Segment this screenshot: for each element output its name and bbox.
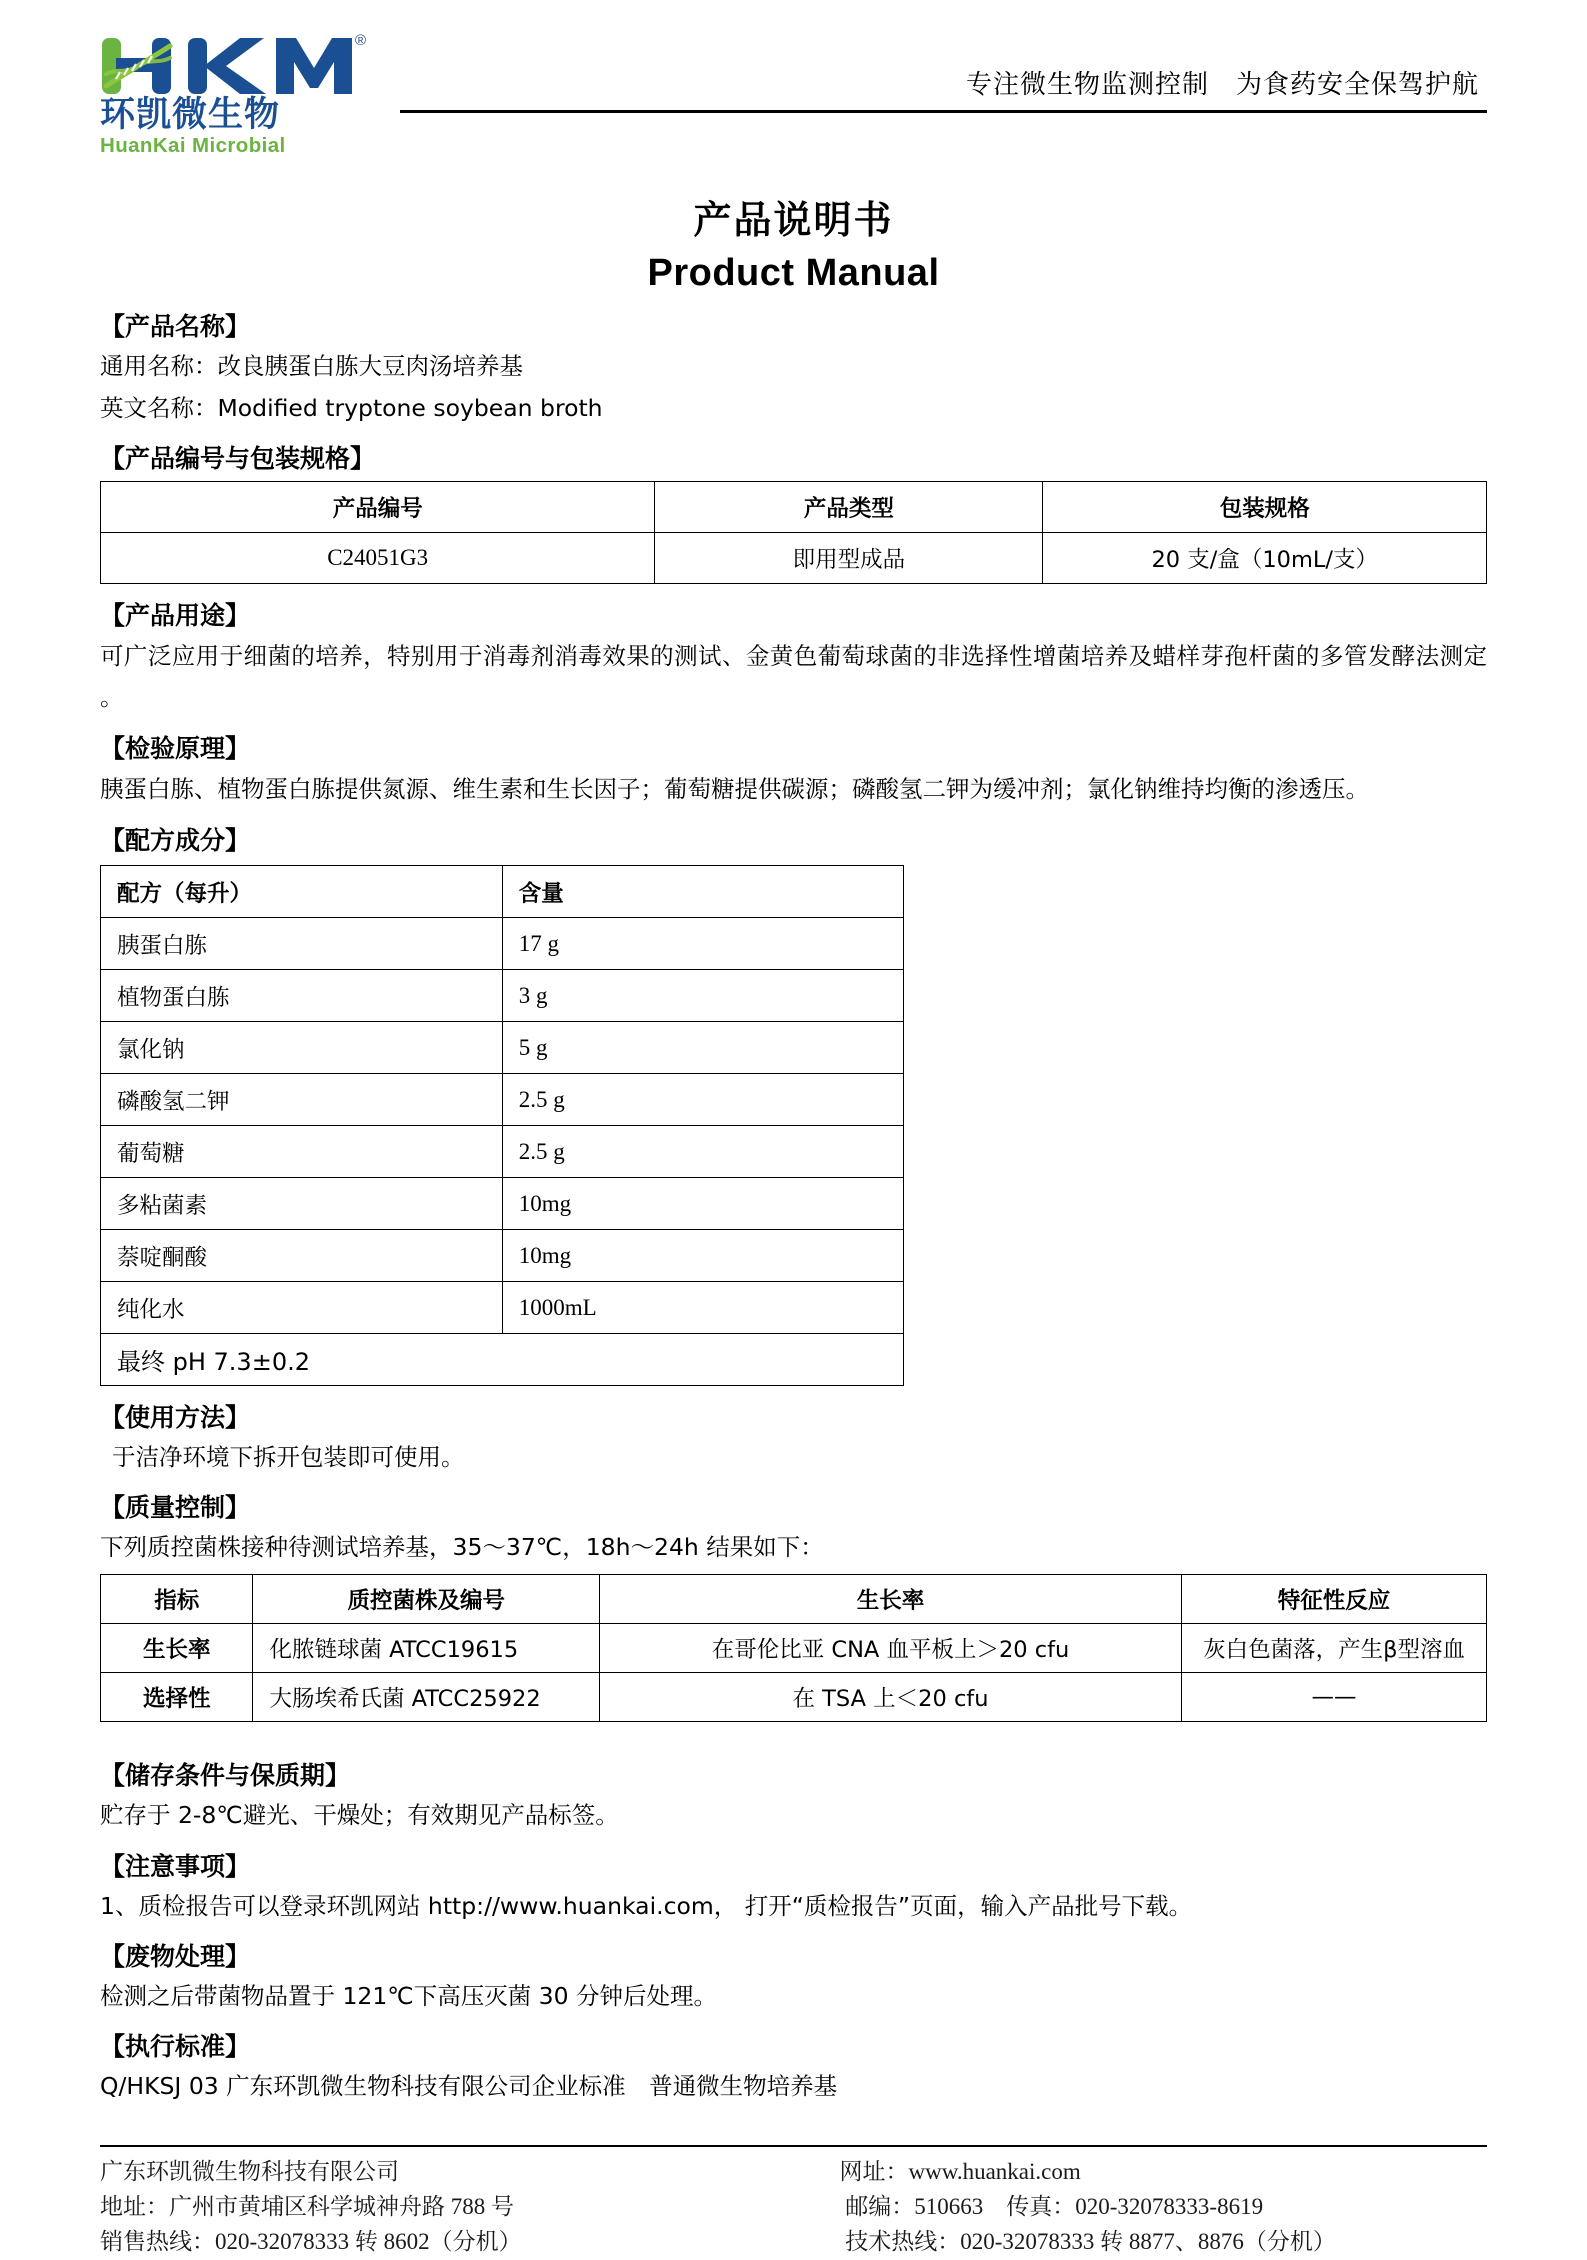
col-header-index: 指标 <box>101 1575 253 1624</box>
purpose-text: 可广泛应用于细菌的培养，特别用于消毒剂消毒效果的测试、金黄色葡萄球菌的非选择性增菌培养及蜡样芽孢杆菌的多管发酵法测定 。 <box>100 642 1487 711</box>
table-row <box>101 1673 1487 1722</box>
section-heading-spec: 【产品编号与包装规格】 <box>100 444 376 474</box>
method-text: 于洁净环境下拆开包装即可使用。 <box>112 1443 465 1472</box>
product-spec-table <box>100 481 1487 584</box>
cell-product-type: 即用型成品 <box>655 533 1043 584</box>
cell-index: 生长率 <box>101 1624 253 1673</box>
cell-final-ph: 最终 pH 7.3±0.2 <box>101 1334 904 1386</box>
table-row <box>101 1624 1487 1673</box>
col-header-product-type: 产品类型 <box>655 482 1043 533</box>
cell-ingredient-amount: 5 g <box>502 1022 904 1074</box>
cell-ingredient-name: 纯化水 <box>101 1282 503 1334</box>
cell-growth-rate: 在 TSA 上＜20 cfu <box>599 1673 1181 1722</box>
generic-name-value: 改良胰蛋白胨大豆肉汤培养基 <box>217 352 523 380</box>
table-row <box>101 918 904 970</box>
table-row <box>101 1282 904 1334</box>
cell-ingredient-amount: 10mg <box>502 1178 904 1230</box>
cell-growth-rate: 在哥伦比亚 CNA 血平板上＞20 cfu <box>599 1624 1181 1673</box>
section-heading-standard: 【执行标准】 <box>100 2031 251 2061</box>
footer-tech-hotline: 技术热线：020-32078333 转 8877、8876（分机） <box>839 2228 1336 2254</box>
cell-ingredient-name: 磷酸氢二钾 <box>101 1074 503 1126</box>
english-name-label: 英文名称： <box>100 394 218 423</box>
cell-index: 选择性 <box>101 1673 253 1722</box>
english-name-row <box>100 389 1487 427</box>
header-tagline: 专注微生物监测控制 为食药安全保驾护航 <box>965 70 1479 100</box>
table-header-row <box>101 482 1487 533</box>
section-heading-method: 【使用方法】 <box>100 1403 251 1433</box>
cell-ingredient-name: 胰蛋白胨 <box>101 918 503 970</box>
registered-trademark-icon: ® <box>354 32 366 49</box>
cell-ingredient-name: 萘啶酮酸 <box>101 1230 503 1282</box>
formula-table <box>100 865 904 1386</box>
col-header-formula-name: 配方（每升） <box>101 866 503 918</box>
col-header-characteristic-reaction: 特征性反应 <box>1182 1575 1487 1624</box>
cell-strain: 化脓链球菌 ATCC19615 <box>253 1624 600 1673</box>
quality-control-intro: 下列质控菌株接种待测试培养基，35～37℃，18h～24h 结果如下： <box>100 1533 824 1562</box>
footer-company-name: 广东环凯微生物科技有限公司 <box>100 2158 399 2184</box>
cell-product-number: C24051G3 <box>101 533 655 584</box>
col-header-product-number: 产品编号 <box>101 482 655 533</box>
section-heading-product-name: 【产品名称】 <box>100 312 251 341</box>
table-row-ph <box>101 1334 904 1386</box>
col-header-package-spec: 包装规格 <box>1043 482 1487 533</box>
table-row <box>101 533 1487 584</box>
section-heading-purpose: 【产品用途】 <box>100 601 251 631</box>
col-header-strain: 质控菌株及编号 <box>253 1575 600 1624</box>
footer-address: 地址：广州市黄埔区科学城神舟路 788 号 <box>100 2193 514 2219</box>
section-heading-quality-control: 【质量控制】 <box>100 1493 251 1523</box>
cell-ingredient-name: 氯化钠 <box>101 1022 503 1074</box>
table-header-row <box>101 1575 1487 1624</box>
hkm-logo-icon <box>100 34 368 96</box>
company-logo <box>100 28 400 157</box>
page-footer <box>100 2145 1487 2260</box>
cell-characteristic-reaction: —— <box>1182 1673 1487 1722</box>
cell-ingredient-amount: 2.5 g <box>502 1126 904 1178</box>
section-heading-formula: 【配方成分】 <box>100 826 251 856</box>
generic-name-label: 通用名称： <box>100 352 218 380</box>
footer-right-column <box>794 2155 1488 2260</box>
cell-ingredient-name: 多粘菌素 <box>101 1178 503 1230</box>
footer-left-column <box>100 2155 794 2260</box>
cell-ingredient-amount: 10mg <box>502 1230 904 1282</box>
cell-characteristic-reaction: 灰白色菌落，产生β型溶血 <box>1182 1624 1487 1673</box>
table-row <box>101 1230 904 1282</box>
footer-sales-hotline: 销售热线：020-32078333 转 8602（分机） <box>100 2228 522 2254</box>
cell-ingredient-amount: 17 g <box>502 918 904 970</box>
footer-website: 网址：www.huankai.com <box>839 2158 1081 2184</box>
logo-company-name-en: HuanKai Microbial <box>100 133 286 157</box>
header-divider <box>400 110 1487 113</box>
section-heading-waste: 【废物处理】 <box>100 1941 251 1971</box>
footer-postcode-fax: 邮编：510663 传真：020-32078333-8619 <box>839 2193 1264 2219</box>
cell-strain: 大肠埃希氏菌 ATCC25922 <box>253 1673 600 1722</box>
section-heading-principle: 【检验原理】 <box>100 733 251 763</box>
quality-control-table <box>100 1574 1487 1722</box>
cell-ingredient-name: 葡萄糖 <box>101 1126 503 1178</box>
table-row <box>101 970 904 1022</box>
cell-ingredient-amount: 3 g <box>502 970 904 1022</box>
cell-ingredient-name: 植物蛋白胨 <box>101 970 503 1022</box>
waste-text: 检测之后带菌物品置于 121℃下高压灭菌 30 分钟后处理。 <box>100 1981 718 2010</box>
section-heading-notice: 【注意事项】 <box>100 1851 251 1881</box>
col-header-formula-amount: 含量 <box>502 866 904 918</box>
generic-name-row <box>100 347 1487 385</box>
header-right <box>400 28 1487 113</box>
cell-package-spec: 20 支/盒（10mL/支） <box>1043 533 1487 584</box>
col-header-growth-rate: 生长率 <box>599 1575 1181 1624</box>
section-heading-storage: 【储存条件与保质期】 <box>100 1761 351 1791</box>
table-header-row <box>101 866 904 918</box>
table-row <box>101 1126 904 1178</box>
english-name-value: Modified tryptone soybean broth <box>217 394 603 423</box>
table-row <box>101 1022 904 1074</box>
table-row <box>101 1074 904 1126</box>
cell-ingredient-amount: 1000mL <box>502 1282 904 1334</box>
table-row <box>101 1178 904 1230</box>
notice-text: 1、质检报告可以登录环凯网站 http://www.huankai.com， 打开“质检报告”页面，输入产品批号下载。 <box>100 1891 1193 1920</box>
principle-text: 胰蛋白胨、植物蛋白胨提供氮源、维生素和生长因子；葡萄糖提供碳源；磷酸氢二钾为缓冲剂；氯化钠维持均衡的渗透压。 <box>100 774 1369 803</box>
page-title-cn: 产品说明书 <box>693 198 894 242</box>
logo-company-name-cn: 环凯微生物 <box>100 95 281 135</box>
page-header <box>100 28 1487 163</box>
cell-ingredient-amount: 2.5 g <box>502 1074 904 1126</box>
page-title-en: Product Manual <box>647 252 940 294</box>
standard-text: Q/HKSJ 03 广东环凯微生物科技有限公司企业标准 普通微生物培养基 <box>100 2071 838 2100</box>
storage-text: 贮存于 2-8℃避光、干燥处；有效期见产品标签。 <box>100 1801 619 1830</box>
